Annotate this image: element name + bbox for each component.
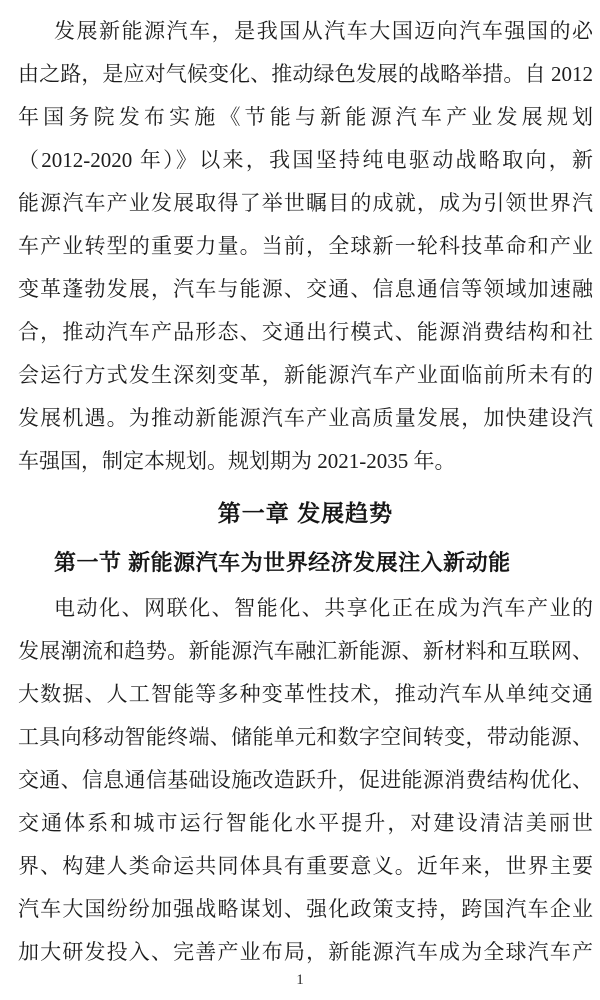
text-line: 车强国，制定本规划。规划期为 2021-2035 年。 [18, 449, 456, 473]
text-line: 大数据、人工智能等多种变革性技术，推动汽车从单纯交通 [18, 682, 593, 706]
text-line: 电动化、网联化、智能化、共享化正在成为汽车产业的 [54, 596, 593, 620]
section-heading: 第一节 新能源汽车为世界经济发展注入新动能 [54, 550, 511, 575]
text-line: 发展潮流和趋势。新能源汽车融汇新能源、新材料和互联网、 [18, 639, 593, 663]
text-line: 合，推动汽车产品形态、交通出行模式、能源消费结构和社 [18, 320, 593, 344]
text-line: 会运行方式发生深刻变革，新能源汽车产业面临前所未有的 [18, 363, 593, 387]
text-line: 交通、信息通信基础设施改造跃升，促进能源消费结构优化、 [18, 768, 593, 792]
paragraph-section-body [18, 587, 593, 974]
text-line: 年国务院发布实施《节能与新能源汽车产业发展规划 [18, 105, 593, 129]
text-line: 变革蓬勃发展，汽车与能源、交通、信息通信等领域加速融 [18, 277, 593, 301]
text-line: 由之路，是应对气候变化、推动绿色发展的战略举措。自 2012 [18, 62, 593, 86]
chapter-heading: 第一章 发展趋势 [217, 500, 394, 526]
text-line: 能源汽车产业发展取得了举世瞩目的成就，成为引领世界汽 [18, 191, 593, 215]
text-line: 汽车大国纷纷加强战略谋划、强化政策支持，跨国汽车企业 [18, 897, 593, 921]
text-line: 交通体系和城市运行智能化水平提升，对建设清洁美丽世 [18, 811, 593, 835]
text-line: 发展新能源汽车，是我国从汽车大国迈向汽车强国的必 [54, 19, 593, 43]
text-line: 发展机遇。为推动新能源汽车产业高质量发展，加快建设汽 [18, 406, 593, 430]
paragraph-intro [18, 10, 593, 483]
page-number: 1 [296, 972, 304, 988]
text-line: 界、构建人类命运共同体具有重要意义。近年来，世界主要 [18, 854, 593, 878]
text-line: （2012-2020 年）》以来，我国坚持纯电驱动战略取向，新 [18, 148, 593, 172]
text-line: 工具向移动智能终端、储能单元和数字空间转变，带动能源、 [18, 725, 593, 749]
text-line: 加大研发投入、完善产业布局，新能源汽车成为全球汽车产 [18, 940, 593, 964]
text-line: 车产业转型的重要力量。当前，全球新一轮科技革命和产业 [18, 234, 593, 258]
